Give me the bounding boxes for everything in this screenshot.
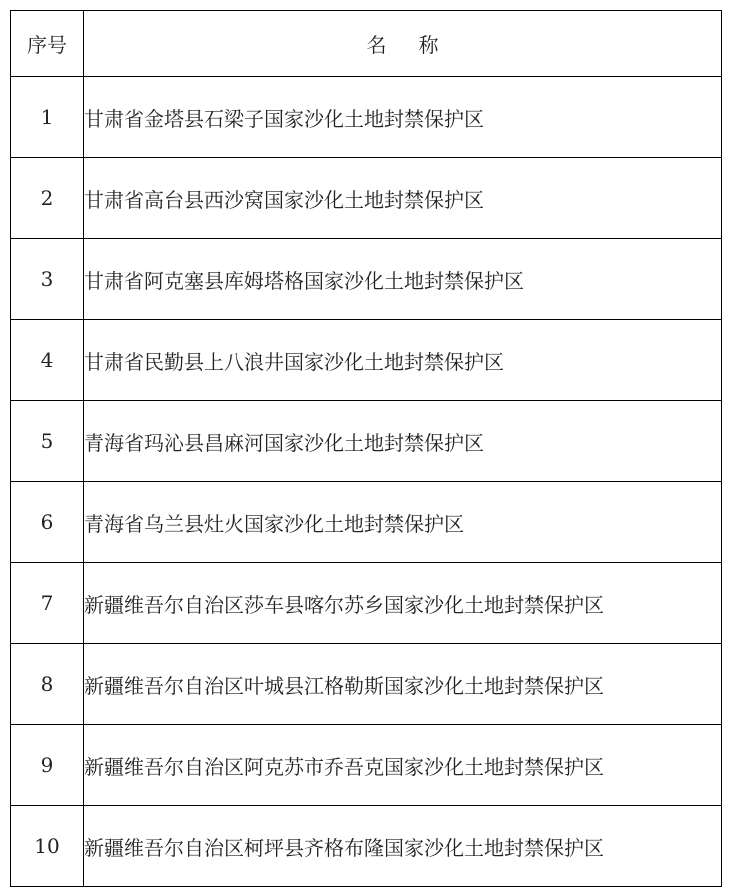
table-row (11, 401, 722, 482)
row-number-cell: 4 (11, 320, 84, 401)
column-header-name: 名称 (84, 11, 722, 77)
row-number-cell: 8 (11, 644, 84, 725)
row-number-cell: 10 (11, 806, 84, 887)
area-name-cell: 新疆维吾尔自治区叶城县江格勒斯国家沙化土地封禁保护区 (84, 644, 722, 725)
row-number-cell: 5 (11, 401, 84, 482)
table-row (11, 482, 722, 563)
table-row (11, 239, 722, 320)
area-name-cell: 甘肃省阿克塞县库姆塔格国家沙化土地封禁保护区 (84, 239, 722, 320)
table-row (11, 725, 722, 806)
table-row (11, 563, 722, 644)
row-number-cell: 6 (11, 482, 84, 563)
row-number-cell: 2 (11, 158, 84, 239)
area-name-cell: 新疆维吾尔自治区莎车县喀尔苏乡国家沙化土地封禁保护区 (84, 563, 722, 644)
row-number-cell: 7 (11, 563, 84, 644)
area-name-cell: 新疆维吾尔自治区柯坪县齐格布隆国家沙化土地封禁保护区 (84, 806, 722, 887)
row-number-cell: 1 (11, 77, 84, 158)
table-row (11, 644, 722, 725)
area-name-cell: 甘肃省高台县西沙窝国家沙化土地封禁保护区 (84, 158, 722, 239)
table-row (11, 158, 722, 239)
table-row (11, 320, 722, 401)
column-header-no: 序号 (11, 11, 84, 77)
area-name-cell: 青海省玛沁县昌麻河国家沙化土地封禁保护区 (84, 401, 722, 482)
table-row (11, 77, 722, 158)
table-row (11, 806, 722, 887)
area-name-cell: 甘肃省民勤县上八浪井国家沙化土地封禁保护区 (84, 320, 722, 401)
area-name-cell: 甘肃省金塔县石梁子国家沙化土地封禁保护区 (84, 77, 722, 158)
area-name-cell: 青海省乌兰县灶火国家沙化土地封禁保护区 (84, 482, 722, 563)
protected-areas-table (10, 10, 722, 887)
table-body (11, 77, 722, 887)
row-number-cell: 3 (11, 239, 84, 320)
area-name-cell: 新疆维吾尔自治区阿克苏市乔吾克国家沙化土地封禁保护区 (84, 725, 722, 806)
table-header-row (11, 11, 722, 77)
row-number-cell: 9 (11, 725, 84, 806)
